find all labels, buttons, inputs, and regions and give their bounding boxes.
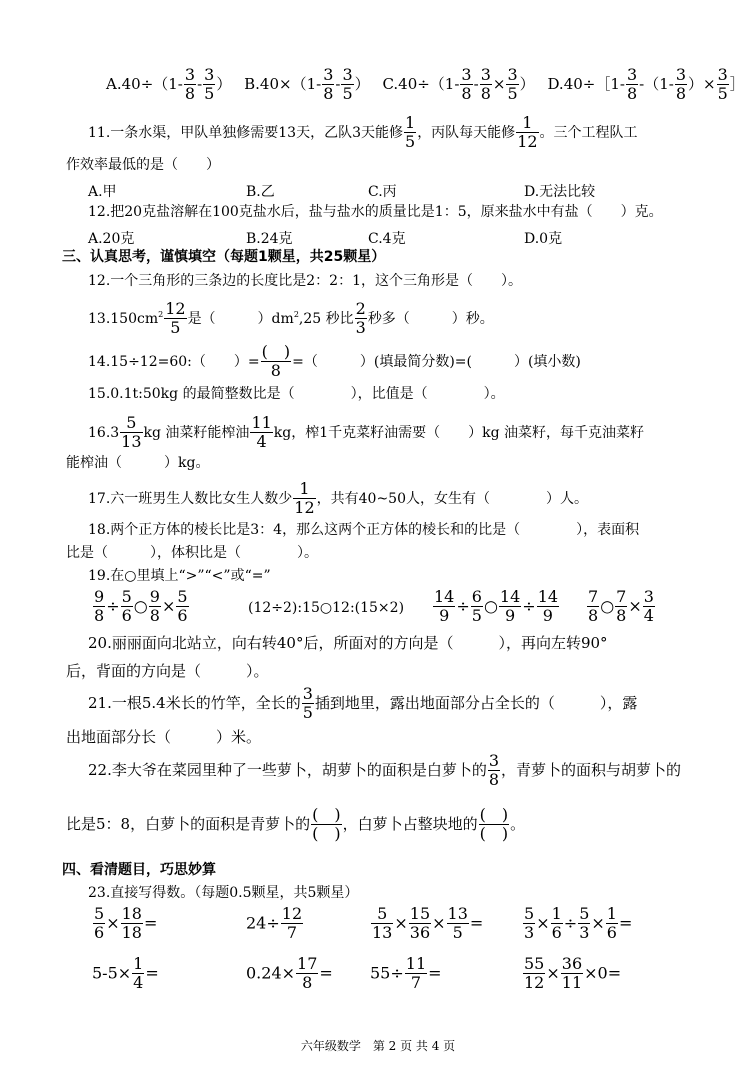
fraction: $\frac{6}{5}$ <box>471 587 482 626</box>
fraction: $\frac{5}{3}$ <box>579 904 590 943</box>
fraction: $\frac{3}{5}$ <box>717 65 728 104</box>
q10-option-b[interactable]: B.40×（1- $\frac{3}{8}$ - $\frac{3}{5}$ ） <box>244 65 370 104</box>
q15-question: 15.0.1t:50kg 的最简整数比是（ ），比值是（ ）。 <box>88 386 505 402</box>
q23-item-5: 5-5× $\frac{1}{4}$ = <box>92 954 159 993</box>
fraction: $\frac{3}{8}$ <box>488 751 500 790</box>
fraction: $\frac{7}{8}$ <box>616 587 627 626</box>
q11-line1: 11.一条水渠，甲队单独修需要13天，乙队3天能修 $\frac{1}{5}$ ，丙队每天能修 $\frac{1}{12}$ 。三个工程队工 <box>88 113 638 152</box>
fraction: $\frac{5}{6}$ <box>94 904 105 943</box>
q10-option-c[interactable]: C.40÷（1- $\frac{3}{8}$ - $\frac{3}{8}$ × $\frac{3}{5}$ ） <box>382 65 535 104</box>
fraction: $\frac{17}{8}$ <box>297 954 318 993</box>
q19-expr-4: $\frac{7}{8}$ ○ $\frac{7}{8}$ × $\frac{3}{4}$ <box>588 587 654 626</box>
q19-expr-2[interactable]: (12÷2):15○12:(15×2) <box>248 600 405 616</box>
q19-expr-3: $\frac{14}{9}$ ÷ $\frac{6}{5}$ ○ $\frac{14}{9}$ ÷ $\frac{14}{9}$ <box>434 587 559 626</box>
q23-item-3: $\frac{5}{13}$ × $\frac{15}{36}$ × $\frac{13}{5}$ = <box>372 904 484 943</box>
fraction: $\frac{2}{3}$ <box>355 299 366 338</box>
fraction: $\frac{15}{36}$ <box>409 904 431 943</box>
q11-option-a[interactable]: A.甲 <box>88 184 117 200</box>
q12a-question: 12.把20克盐溶解在100克盐水后，盐与盐水的质量比是1：5，原来盐水中有盐（ ）克。 <box>88 204 663 220</box>
fraction: $\frac{14}{9}$ <box>537 587 559 626</box>
fraction: $\frac{12}{7}$ <box>281 904 303 943</box>
q12b-question: 12.一个三角形的三条边的长度比是2：2：1，这个三角形是（ ）。 <box>88 273 522 289</box>
fraction: $\frac{12}{5}$ <box>165 299 186 338</box>
fraction: $\frac{11}{7}$ <box>405 954 427 993</box>
fraction: $\frac{3}{8}$ <box>461 65 472 104</box>
fraction: $\frac{1}{6}$ <box>606 904 617 943</box>
q12a-option-d[interactable]: D.0克 <box>524 231 563 247</box>
q11-option-b[interactable]: B.乙 <box>246 184 275 200</box>
fraction: $\frac{1}{5}$ <box>405 113 416 152</box>
fraction: $\frac{3}{5}$ <box>302 684 313 723</box>
fraction: $\frac{9}{8}$ <box>149 587 160 626</box>
fraction-blank[interactable]: ( ) ( ) <box>479 805 509 844</box>
q12a-option-a[interactable]: A.20克 <box>88 231 135 247</box>
q12a-option-c[interactable]: C.4克 <box>368 231 406 247</box>
fraction: $\frac{5}{3}$ <box>524 904 535 943</box>
fraction: $\frac{3}{5}$ <box>204 65 215 104</box>
q23-item-6: 0.24× $\frac{17}{8}$ = <box>246 954 333 993</box>
fraction: $\frac{13}{5}$ <box>447 904 468 943</box>
q11-line2: 作效率最低的是（ ） <box>66 157 220 173</box>
page-footer: 六年级数学 第 2 页 共 4 页 <box>300 1039 456 1053</box>
q13-question: $13.150cm^2$ $\frac{12}{5}$ 是（ ）$dm^2,25$ 秒比 $\frac{2}{3}$ 秒多（ ）秒。 <box>88 299 494 338</box>
fraction: $\frac{5}{13}$ <box>372 904 393 943</box>
q19-expr-1: $\frac{9}{8}$ ÷ $\frac{5}{6}$ ○ $\frac{9}{8}$ × $\frac{5}{6}$ <box>94 587 188 626</box>
fraction: $\frac{3}{8}$ <box>184 65 196 104</box>
q18-line1: 18.两个正方体的棱长比是3：4，那么这两个正方体的棱长和的比是（ ），表面积 <box>88 522 640 538</box>
fraction: $\frac{3}{8}$ <box>323 65 334 104</box>
q18-line2: 比是（ ），体积比是（ ）。 <box>66 545 318 561</box>
fraction: $\frac{7}{8}$ <box>588 587 599 626</box>
fraction: $\frac{5}{6}$ <box>121 587 132 626</box>
q10-options-row <box>106 66 745 104</box>
q23-title: 23.直接写得数。（每题0.5颗星，共5颗星） <box>88 885 359 901</box>
fraction: $\frac{11}{4}$ <box>251 413 272 452</box>
fraction-blank[interactable]: ( ) 8 <box>261 342 291 381</box>
fraction: $\frac{1}{4}$ <box>133 954 144 993</box>
q16-line1: 16.3 $\frac{5}{13}$ kg 油菜籽能榨油 $\frac{11}{4}$ kg，榨1千克菜籽油需要（ ）kg 油菜籽，每千克油菜籽 <box>88 413 645 452</box>
fraction: $\frac{1}{6}$ <box>551 904 562 943</box>
section-4-heading: 四、看清题目，巧思妙算 <box>62 862 216 878</box>
compare-circle[interactable]: ○ <box>600 596 615 616</box>
fraction: $\frac{5}{13}$ <box>121 413 142 452</box>
fraction: $\frac{3}{8}$ <box>480 65 491 104</box>
q12a-option-b[interactable]: B.24克 <box>246 231 293 247</box>
compare-circle[interactable]: ○ <box>483 596 498 616</box>
q11-option-d[interactable]: D.无法比较 <box>524 184 596 200</box>
q21-line1: 21.一根5.4米长的竹竿，全长的 $\frac{3}{5}$ 插到地里，露出地面部分占全长的（ ），露 <box>88 684 638 723</box>
q10-option-a[interactable]: A.40÷（1- $\frac{3}{8}$ - $\frac{3}{5}$ ） <box>106 65 232 104</box>
fraction: $\frac{36}{11}$ <box>561 954 583 993</box>
q22-line1: 22.李大爷在菜园里种了一些萝卜，胡萝卜的面积是白萝卜的 $\frac{3}{8}$ ，青萝卜的面积与胡萝卜的 <box>88 751 682 790</box>
q23-item-7: 55÷ $\frac{11}{7}$ = <box>370 954 442 993</box>
q22-line2: 比是5：8，白萝卜的面积是青萝卜的 ( ) ( ) ，白萝卜占整块地的 ( ) ( ) 。 <box>66 805 526 844</box>
q14-question: 14.15÷12=60:（ ）= ( ) 8 =（ ）(填最简分数)=( ）(填小数) <box>88 342 581 381</box>
q20-line1: 20.丽丽面向北站立，向右转40°后，所面对的方向是（ ），再向左转90° <box>88 634 608 652</box>
q23-item-8: $\frac{55}{12}$ × $\frac{36}{11}$ ×0= <box>524 954 622 993</box>
fraction-blank[interactable]: ( ) ( ) <box>312 805 341 844</box>
q23-item-1: $\frac{5}{6}$ × $\frac{18}{18}$ = <box>94 904 158 943</box>
fraction: $\frac{3}{4}$ <box>643 587 654 626</box>
section-3-heading: 三、认真思考，谨慎填空（每题1颗星，共25颗星） <box>62 249 386 265</box>
fraction: $\frac{1}{12}$ <box>294 479 315 518</box>
compare-circle[interactable]: ○ <box>133 596 148 616</box>
q23-item-2: 24÷ $\frac{12}{7}$ <box>246 904 303 943</box>
fraction: $\frac{3}{8}$ <box>675 65 687 104</box>
q23-item-4: $\frac{5}{3}$ × $\frac{1}{6}$ ÷ $\frac{5}{3}$ × $\frac{1}{6}$ = <box>524 904 633 943</box>
fraction: $\frac{3}{5}$ <box>342 65 353 104</box>
fraction: $\frac{3}{5}$ <box>507 65 518 104</box>
q21-line2: 出地面部分长（ ）米。 <box>66 728 262 746</box>
q16-line2: 能榨油（ ）kg。 <box>66 455 210 471</box>
fraction: $\frac{14}{9}$ <box>499 587 521 626</box>
q19-title: 19.在○里填上“>”“<”或“=” <box>88 568 271 584</box>
fraction: $\frac{18}{18}$ <box>121 904 142 943</box>
fraction: $\frac{9}{8}$ <box>94 587 105 626</box>
q11-option-c[interactable]: C.丙 <box>368 184 397 200</box>
fraction: $\frac{3}{8}$ <box>626 65 638 104</box>
fraction: $\frac{5}{6}$ <box>177 587 188 626</box>
q20-line2: 后，背面的方向是（ ）。 <box>66 662 269 680</box>
fraction: $\frac{1}{12}$ <box>517 113 538 152</box>
q10-option-d[interactable]: D.40÷［1- $\frac{3}{8}$ -（1- $\frac{3}{8}$ ）× $\frac{3}{5}$ ］ <box>547 65 745 104</box>
q17-question: 17.六一班男生人数比女生人数少 $\frac{1}{12}$ ，共有40~50人，女生有（ ）人。 <box>88 479 588 518</box>
fraction: $\frac{55}{12}$ <box>524 954 545 993</box>
fraction: $\frac{14}{9}$ <box>434 587 455 626</box>
